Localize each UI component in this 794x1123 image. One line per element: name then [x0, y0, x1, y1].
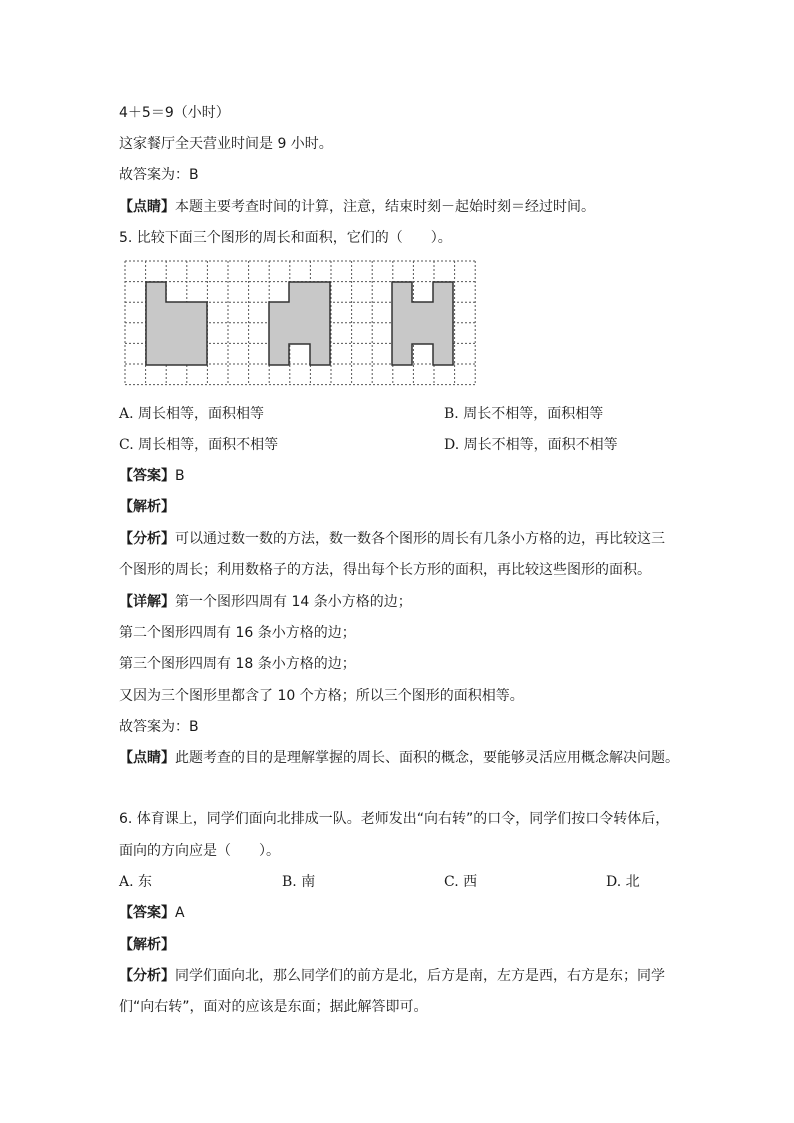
q5-final: 故答案为：B — [119, 719, 199, 735]
shape-2 — [269, 282, 330, 365]
q6-option-a[interactable]: A. 东 — [119, 874, 153, 890]
q5-option-d[interactable]: D. 周长不相等，面积不相等 — [444, 437, 618, 453]
q6-option-b[interactable]: B. 南 — [282, 874, 316, 890]
q6-answer: 【答案】A — [119, 905, 185, 921]
q5-answer: 【答案】B — [119, 468, 185, 484]
prev-answer-line: 故答案为：B — [119, 167, 199, 183]
q6-option-c[interactable]: C. 西 — [444, 874, 478, 890]
q5-fenxi-1: 【分析】可以通过数一数的方法，数一数各个图形的周长有几条小方格的边，再比较这三 — [119, 531, 665, 547]
shape-1 — [146, 282, 207, 365]
q5-xiangjie-1: 【详解】第一个图形四周有 14 条小方格的边； — [119, 594, 412, 610]
q6-question-1: 6. 体育课上，同学们面向北排成一队。老师发出“向右转”的口令，同学们按口令转体后， — [119, 811, 670, 827]
q5-xiangjie-2: 第二个图形四周有 16 条小方格的边； — [119, 625, 356, 641]
q6-fenxi-2: 们“向右转”，面对的应该是东面；据此解答即可。 — [119, 999, 428, 1015]
q5-question: 5. 比较下面三个图形的周长和面积，它们的（ ）。 — [119, 230, 452, 246]
q5-option-c[interactable]: C. 周长相等，面积不相等 — [119, 437, 279, 453]
tip-text: 本题主要考查时间的计算，注意，结束时刻－起始时刻＝经过时间。 — [175, 199, 595, 215]
q5-xiangjie-3: 第三个图形四周有 18 条小方格的边； — [119, 656, 356, 672]
q5-fenxi-2: 个图形的周长；利用数格子的方法，得出每个长方形的面积，再比较这些图形的面积。 — [119, 562, 651, 578]
q5-option-a[interactable]: A. 周长相等，面积相等 — [119, 406, 265, 422]
q6-question-2: 面向的方向应是（ ）。 — [119, 843, 280, 859]
q5-tip: 【点睛】此题考查的目的是理解掌握的周长、面积的概念，要能够灵活应用概念解决问题。 — [119, 750, 679, 766]
tip-tag: 【点睛】 — [119, 199, 175, 215]
q5-option-b[interactable]: B. 周长不相等，面积相等 — [444, 406, 604, 422]
q6-option-d[interactable]: D. 北 — [606, 874, 640, 890]
prev-tip-line — [119, 197, 595, 217]
shape-3 — [392, 282, 453, 365]
q5-xiangjie-4: 又因为三个图形里都含了 10 个方格；所以三个图形的面积相等。 — [119, 688, 524, 704]
q6-fenxi-1: 【分析】同学们面向北，那么同学们的前方是北，后方是南，左方是西，右方是东；同学 — [119, 968, 665, 984]
q5-analysis-tag: 【解析】 — [119, 499, 175, 515]
calc-line: 4＋5＝9（小时） — [119, 105, 230, 121]
q5-figure — [124, 259, 476, 389]
q6-analysis-tag: 【解析】 — [119, 937, 175, 953]
restaurant-line: 这家餐厅全天营业时间是 9 小时。 — [119, 136, 333, 152]
